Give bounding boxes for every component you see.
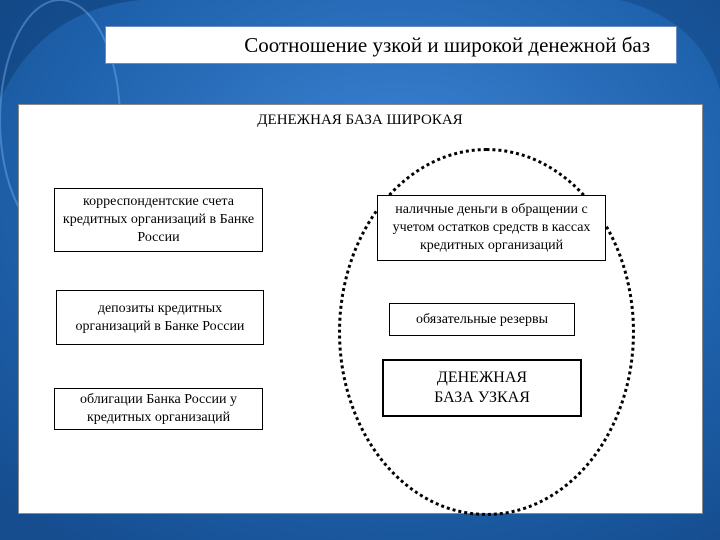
left-item-bonds: облигации Банка России у кредитных организаций bbox=[54, 388, 263, 430]
left-item-deposits: депозиты кредитных организаций в Банке России bbox=[56, 290, 264, 345]
right-item-cash: наличные деньги в обращении с учетом остатков средств в кассах кредитных организаций bbox=[377, 195, 606, 261]
right-item-reserves: обязательные резервы bbox=[389, 303, 575, 336]
left-item-correspondent-accounts: корреспондентские счета кредитных организаций в Банке России bbox=[54, 188, 263, 252]
wide-base-label: ДЕНЕЖНАЯ БАЗА ШИРОКАЯ bbox=[257, 112, 463, 128]
slide-title: Соотношение узкой и широкой денежной баз bbox=[105, 26, 677, 64]
narrow-base-label: ДЕНЕЖНАЯ БАЗА УЗКАЯ bbox=[382, 359, 582, 417]
